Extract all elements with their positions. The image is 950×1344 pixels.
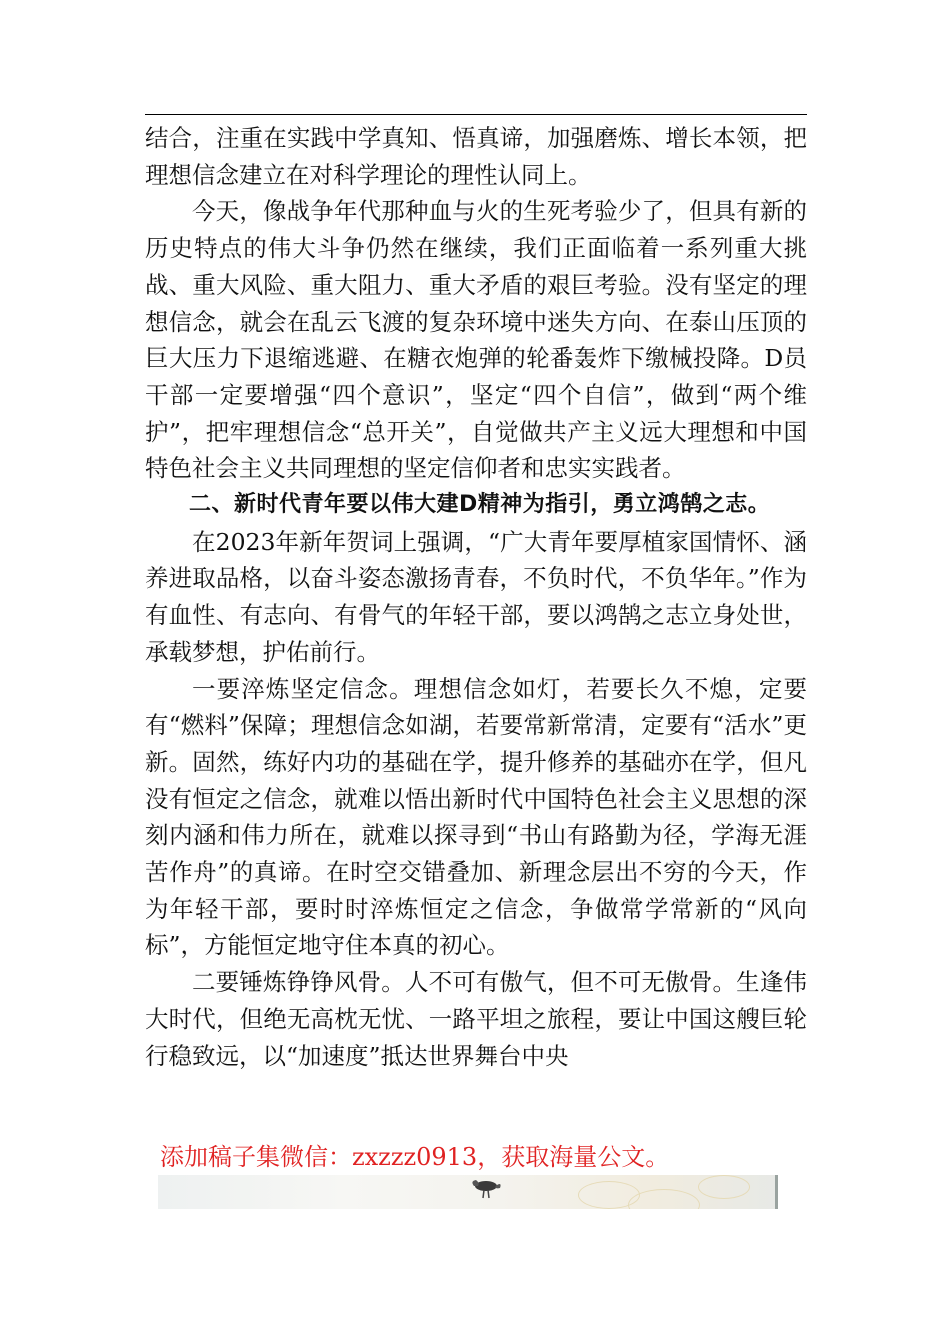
header-rule — [145, 114, 807, 115]
paragraph-continued: 结合，注重在实践中学真知、悟真谛，加强磨炼、增长本领，把理想信念建立在对科学理论的理性认同上。 — [145, 124, 807, 189]
ink-bird-icon — [470, 1177, 502, 1199]
document-body — [145, 120, 807, 1074]
decorative-banner-image — [158, 1175, 778, 1209]
promo-text: 添加稿子集微信：zxzzz0913，获取海量公文。 — [160, 1143, 670, 1171]
cloud-ornament — [698, 1175, 750, 1199]
section-heading: 二、新时代青年要以伟大建D精神为指引，勇立鸿鹄之志。 — [189, 492, 771, 518]
banner-edge — [775, 1175, 778, 1209]
paragraph: 二要锤炼铮铮风骨。人不可有傲气，但不可无傲骨。生逢伟大时代，但绝无高枕无忧、一路平坦之旅程，要让中国这艘巨轮行稳致远，以“加速度”抵达世界舞台中央 — [145, 968, 807, 1070]
paragraph: 一要淬炼坚定信念。理想信念如灯，若要长久不熄，定要有“燃料”保障；理想信念如湖，若要常新常清，定要有“活水”更新。固然，练好内功的基础在学，提升修养的基础亦在学，但凡没有恒定之信念，就难以悟出新时代中国特色社会主义思想的深刻内涵和伟力所在，就难以探寻到“书山有路勤为径，学海无涯苦作舟”的真谛。在时空交错叠加、新理念层出不穷的今天，作为年轻干部，要时时淬炼恒定之信念，争做常学常新的“风向标”，方能恒定地守住本真的初心。 — [145, 674, 807, 960]
paragraph: 在2023年新年贺词上强调，“广大青年要厚植家国情怀、涵养进取品格，以奋斗姿态激扬青春，不负时代，不负华年。”作为有血性、有志向、有骨气的年轻干部，要以鸿鹄之志立身处世，承载梦想，护佑前行。 — [145, 527, 807, 666]
paragraph: 今天，像战争年代那种血与火的生死考验少了，但具有新的历史特点的伟大斗争仍然在继续，我们正面临着一系列重大挑战、重大风险、重大阻力、重大矛盾的艰巨考验。没有坚定的理想信念，就会在乱云飞渡的复杂环境中迷失方向、在泰山压顶的巨大压力下退缩逃避、在糖衣炮弹的轮番轰炸下缴械投降。D员干部一定要增强“四个意识”，坚定“四个自信”，做到“两个维护”，把牢理想信念“总开关”，自觉做共产主义远大理想和中国特色社会主义共同理想的坚定信仰者和忠实实践者。 — [145, 197, 807, 483]
